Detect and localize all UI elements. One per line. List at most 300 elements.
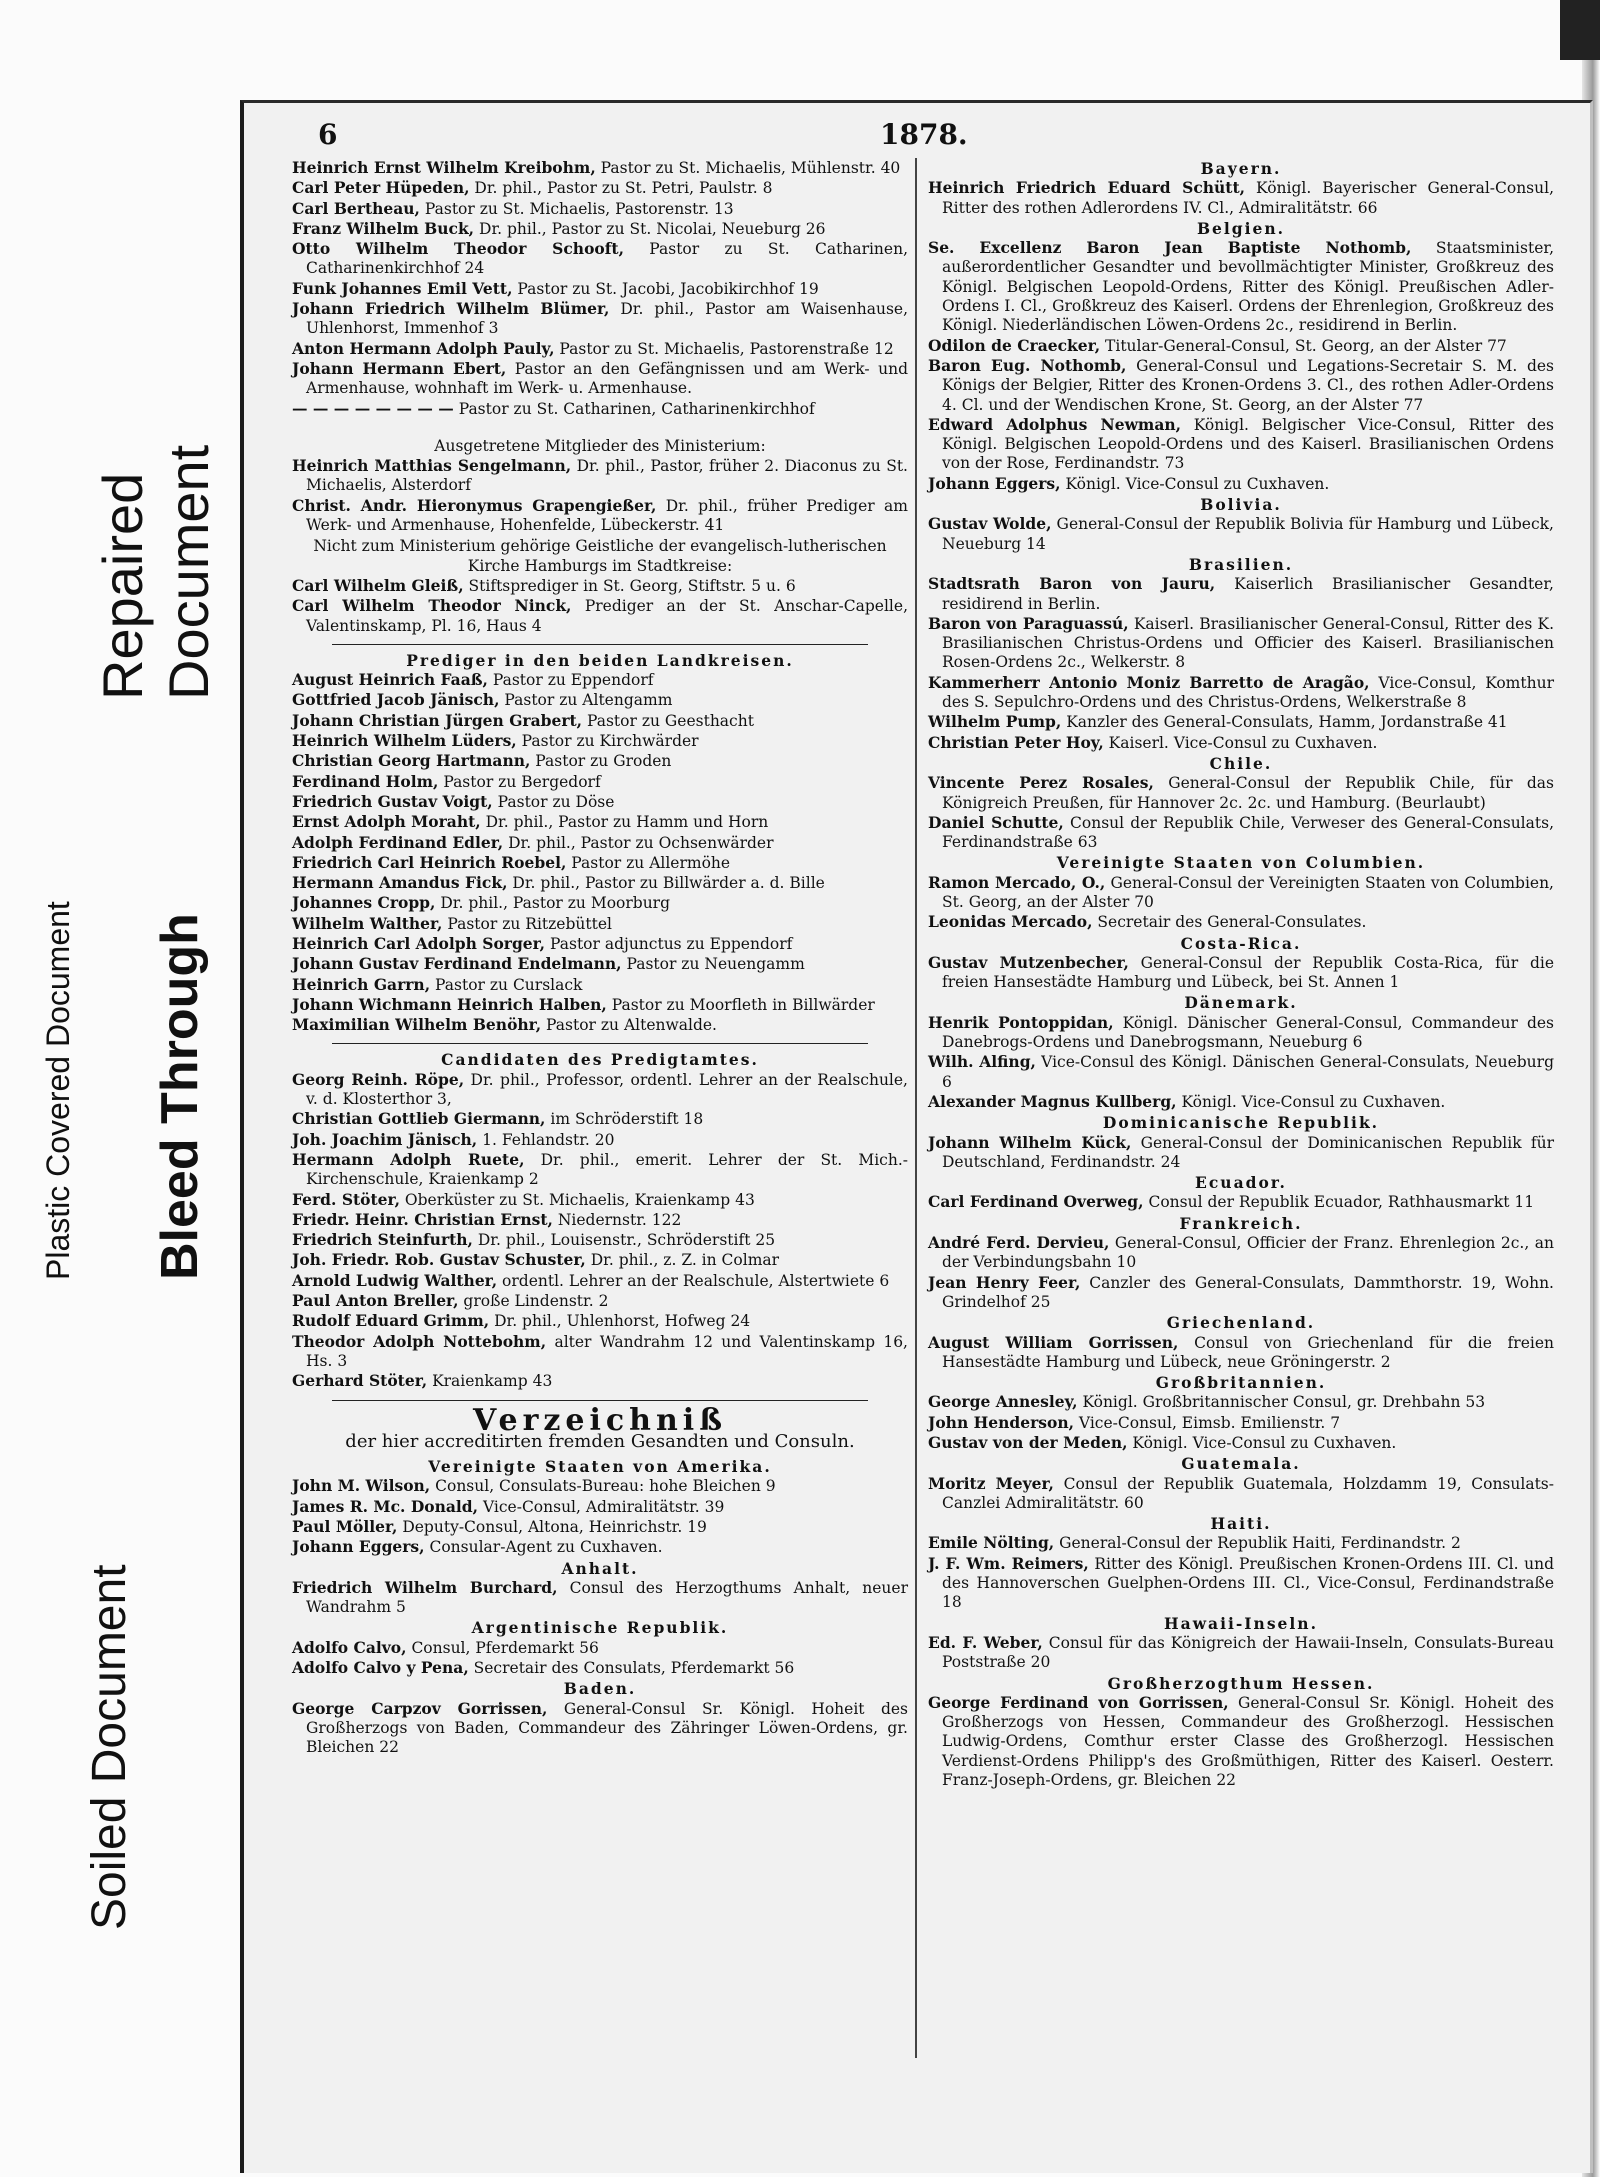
entry-details: 1. Fehlandstr. 20 <box>477 1130 615 1149</box>
entry-details: Stiftsprediger in St. Georg, Stiftstr. 5 u. 6 <box>463 576 796 595</box>
entry-name: Ernst Adolph Moraht, <box>292 812 481 832</box>
register-subtitle: der hier accreditirten fremden Gesandten und Consuln. <box>345 1430 855 1452</box>
entry-name: Johann Wichmann Heinrich Halben, <box>292 994 607 1014</box>
label-repaired-line2: Document <box>157 444 220 700</box>
directory-entry <box>928 1433 1554 1453</box>
page-number: 6 <box>318 118 338 151</box>
directory-entry <box>292 219 908 239</box>
directory-entry <box>292 792 908 812</box>
entry-details: Pastor zu St. Michaelis, Mühlenstr. 40 <box>595 159 901 177</box>
usa-list <box>292 1476 908 1557</box>
divider-rule <box>332 1400 868 1401</box>
entry-details: General-Consul und Legations-Secretair S. M. des Königs der Belgier, Ritter des Kronen-Ordens 3. Cl., des rothen Adler-Ordens 4. Cl. und der Wendischen Krone, St. Georg, an der Alster 77 <box>942 356 1554 414</box>
directory-entry <box>292 812 908 832</box>
entry-name: Ferdinand Holm, <box>292 771 439 791</box>
entry-details: Pastor zu Groden <box>530 752 672 771</box>
entry-name: Carl Ferdinand Overweg, <box>928 1192 1144 1212</box>
directory-entry <box>292 670 908 690</box>
entry-name: Otto Wilhelm Theodor Schooft, <box>292 239 624 259</box>
directory-entry <box>292 954 908 974</box>
entry-name: Hermann Amandus Fick, <box>292 873 508 893</box>
entry-name: Carl Wilhelm Theodor Ninck, <box>292 596 572 616</box>
directory-entry <box>292 576 908 596</box>
directory-entry <box>928 773 1554 813</box>
label-repaired-document <box>90 445 222 700</box>
directory-entry <box>292 1658 908 1678</box>
retired-heading: Ausgetretene Mitglieder des Ministerium: <box>434 436 766 455</box>
columbia-list <box>928 873 1554 933</box>
entry-name: John M. Wilson, <box>292 1476 431 1496</box>
entry-details: General-Consul Sr. Königl. Hoheit des Großherzogs von Baden, Commandeur des Zähringer Löwen-Ordens, gr. Bleichen 22 <box>306 1699 908 1757</box>
entry-details: Consul, Pferdemarkt 56 <box>406 1638 599 1657</box>
entry-name: Rudolf Eduard Grimm, <box>292 1311 490 1331</box>
guatemala-heading: Guatemala. <box>1181 1454 1301 1474</box>
entry-name: Johann Christian Jürgen Grabert, <box>292 710 583 730</box>
ecuador-list <box>928 1192 1554 1212</box>
right-column <box>928 158 1554 1790</box>
entry-details: Consul des Herzogthums Anhalt, neuer Wandrahm 5 <box>306 1578 908 1617</box>
directory-entry <box>292 1150 908 1190</box>
entry-details: General-Consul der Republik Chile, für das Königreich Preußen, für Hannover 2c. 2c. und Hamburg. (Beurlaubt) <box>942 774 1554 812</box>
entry-details: Vice-Consul, Admiralitätstr. 39 <box>478 1497 725 1516</box>
entry-name: Friedrich Wilhelm Burchard, <box>292 1577 558 1597</box>
column-divider <box>915 158 917 2058</box>
entry-name: Carl Bertheau, <box>292 198 420 218</box>
entry-details: Dr. phil., Uhlenhorst, Hofweg 24 <box>489 1312 751 1331</box>
directory-entry <box>292 914 908 934</box>
directory-entry <box>928 474 1554 494</box>
entry-name: George Annesley, <box>928 1392 1078 1412</box>
entry-name: Maximilian Wilhelm Benöhr, <box>292 1015 542 1035</box>
directory-entry <box>292 1190 908 1210</box>
directory-entry <box>928 1133 1554 1173</box>
label-plastic-covered: Plastic Covered Document <box>40 901 76 1280</box>
entry-name: Stadtsrath Baron von Jauru, <box>928 574 1216 594</box>
entry-details: Dr. phil., emerit. Lehrer der St. Mich.-Kirchenschule, Kraienkamp 2 <box>306 1150 908 1189</box>
entry-details: Pastor zu Altengamm <box>499 691 673 710</box>
directory-entry <box>292 199 908 219</box>
entry-details: Consul für das Königreich der Hawaii-Inseln, Consulats-Bureau Poststraße 20 <box>942 1633 1554 1672</box>
costarica-heading: Costa-Rica. <box>1180 933 1302 953</box>
bolivia-list <box>928 514 1554 554</box>
argentina-heading: Argentinische Republik. <box>471 1618 729 1638</box>
directory-entry <box>928 712 1554 732</box>
entry-details: Pastor zu Eppendorf <box>487 671 654 690</box>
entry-details: Titular-General-Consul, St. Georg, an der Alster 77 <box>1100 336 1507 355</box>
entry-details: Dr. phil., früher Prediger am Werk- und Armenhause, Hohenfelde, Lübeckerstr. 41 <box>306 496 908 535</box>
entry-name: Jean Henry Feer, <box>928 1272 1081 1292</box>
entry-details: General-Consul Sr. Königl. Hoheit des Großherzogs von Hessen, Commandeur des Großherzogl. Hessischen Ludwig-Ordens, Comthur erster Classe des Großherzogl. Hessischen Verdienst-Ordens Philipp's des Großmüthigen, Ritter des Kaiserl. Oesterr. Franz-Joseph-Ordens, gr. Bleichen 22 <box>942 1693 1554 1790</box>
entry-details: Pastor zu Döse <box>492 792 615 811</box>
entry-details: General-Consul der Vereinigten Staaten von Columbien, St. Georg, an der Alster 70 <box>942 873 1554 911</box>
entry-name: Johann Eggers, <box>292 1537 425 1557</box>
directory-entry <box>928 673 1554 713</box>
entry-name: J. F. Wm. Reimers, <box>928 1553 1089 1573</box>
entry-details: Consul, Consulats-Bureau: hohe Bleichen 9 <box>430 1477 776 1496</box>
entry-name: Gustav Mutzenbecher, <box>928 952 1129 972</box>
guatemala-list <box>928 1474 1554 1514</box>
directory-entry <box>928 614 1554 673</box>
entry-details: Königl. Großbritannischer Consul, gr. Drehbahn 53 <box>1077 1393 1486 1412</box>
entry-name: Edward Adolphus Newman, <box>928 414 1182 434</box>
chile-heading: Chile. <box>1209 753 1273 773</box>
entry-name: Friedrich Gustav Voigt, <box>292 791 493 811</box>
directory-entry <box>292 1497 908 1517</box>
directory-entry <box>292 1070 908 1110</box>
directory-entry <box>292 1699 908 1758</box>
entry-name: Joh. Friedr. Rob. Gustav Schuster, <box>292 1250 586 1270</box>
directory-entry <box>292 975 908 995</box>
entry-details: General-Consul der Republik Costa-Rica, für die freien Hansestädte Hamburg und Lübeck, bei St. Annen 1 <box>942 953 1554 992</box>
entry-details: Consular-Agent zu Cuxhaven. <box>424 1538 663 1557</box>
entry-name: Odilon de Craecker, <box>928 335 1101 355</box>
chile-list <box>928 773 1554 852</box>
entry-name: Vincente Perez Rosales, <box>928 773 1154 793</box>
directory-entry <box>292 1517 908 1537</box>
directory-entry <box>292 1015 908 1035</box>
entry-name: Johann Eggers, <box>928 473 1061 493</box>
entry-details: große Lindenstr. 2 <box>458 1292 609 1311</box>
register-title: Verzeichniß <box>472 1402 727 1438</box>
entry-details: ordentl. Lehrer an der Realschule, Alstertwiete 6 <box>497 1271 890 1290</box>
entry-name: — — — — — — — — <box>292 398 454 418</box>
entry-details: Dr. phil., Pastor zu St. Petri, Paulstr. 8 <box>469 179 773 198</box>
divider-rule <box>332 1043 868 1044</box>
entry-name: Christ. Andr. Hieronymus Grapengießer, <box>292 495 657 515</box>
directory-entry <box>292 496 908 536</box>
anhalt-heading: Anhalt. <box>561 1558 639 1578</box>
entry-details: Pastor zu Curslack <box>430 975 583 994</box>
directory-entry <box>292 1109 908 1129</box>
costarica-list <box>928 953 1554 993</box>
directory-entry <box>928 415 1554 474</box>
hawaii-list <box>928 1633 1554 1673</box>
entry-name: Alexander Magnus Kullberg, <box>928 1091 1177 1111</box>
directory-entry <box>928 1474 1554 1514</box>
entry-name: August William Gorrissen, <box>928 1332 1179 1352</box>
entry-details: Deputy-Consul, Altona, Heinrichstr. 19 <box>397 1518 707 1536</box>
directory-entry <box>928 813 1554 853</box>
directory-entry <box>928 574 1554 614</box>
entry-name: Joh. Joachim Jänisch, <box>292 1129 478 1149</box>
entry-name: Adolph Ferdinand Edler, <box>292 832 504 852</box>
entry-details: Pastor zu St. Catharinen, Catharinenkirchhof 24 <box>306 240 909 278</box>
entry-name: Baron von Paraguassú, <box>928 613 1129 633</box>
belgien-list <box>928 238 1554 494</box>
entry-name: André Ferd. Dervieu, <box>928 1233 1110 1253</box>
entry-name: Paul Möller, <box>292 1517 398 1536</box>
candidates-heading: Candidaten des Predigtamtes. <box>441 1050 759 1070</box>
directory-entry <box>292 1210 908 1230</box>
domrep-heading: Dominicanische Republik. <box>1102 1113 1380 1133</box>
directory-entry <box>292 1332 908 1372</box>
entry-details: Consul von Griechenland für die freien Hansestädte Hamburg und Lübeck, neue Gröningerstr. 2 <box>942 1333 1554 1371</box>
entry-name: Friedrich Steinfurth, <box>292 1230 473 1250</box>
entry-details: Oberküster zu St. Michaelis, Kraienkamp 43 <box>399 1190 755 1209</box>
entry-details: Pastor zu Allermöhe <box>566 853 731 872</box>
entry-name: Adolfo Calvo, <box>292 1637 407 1657</box>
entry-details: Königl. Vice-Consul zu Cuxhaven. <box>1060 474 1330 493</box>
bayern-heading: Bayern. <box>1200 159 1282 178</box>
directory-entry <box>292 934 908 954</box>
entry-name: Wilhelm Walther, <box>292 913 443 933</box>
retired-list <box>292 456 908 535</box>
entry-details: Pastor zu St. Michaelis, Pastorenstraße 12 <box>554 339 894 358</box>
daenemark-heading: Dänemark. <box>1184 993 1298 1013</box>
entry-details: Canzler des General-Consulats, Dammthorstr. 19, Wohn. Grindelhof 25 <box>942 1273 1554 1311</box>
directory-entry <box>928 1273 1554 1313</box>
directory-entry <box>292 456 908 496</box>
entry-name: Funk Johannes Emil Vett, <box>292 278 513 298</box>
directory-entry <box>292 158 908 178</box>
entry-name: Ramon Mercado, O., <box>928 872 1106 892</box>
non-ministry-list <box>292 576 908 636</box>
entry-details: Dr. phil., Pastor zu Billwärder a. d. Bille <box>507 874 825 893</box>
directory-entry <box>928 514 1554 554</box>
ecuador-heading: Ecuador. <box>1195 1173 1287 1193</box>
entry-details: Dr. phil., Pastor zu Hamm und Horn <box>480 813 769 832</box>
baden-heading: Baden. <box>563 1679 637 1699</box>
entry-details: Pastor zu Geesthacht <box>582 711 754 730</box>
rural-heading: Prediger in den beiden Landkreisen. <box>406 650 794 670</box>
directory-entry <box>292 833 908 853</box>
directory-entry <box>292 178 908 198</box>
directory-entry <box>928 238 1554 335</box>
directory-entry <box>928 356 1554 415</box>
directory-entry <box>928 1192 1554 1212</box>
directory-entry <box>292 995 908 1015</box>
baden-list <box>292 1699 908 1758</box>
entry-name: Hermann Adolph Ruete, <box>292 1149 525 1169</box>
entry-details: Kanzler des General-Consulats, Hamm, Jordanstraße 41 <box>1061 713 1508 732</box>
directory-entry <box>928 1413 1554 1433</box>
entry-details: Secretair des General-Consulates. <box>1092 913 1367 932</box>
directory-entry <box>292 1291 908 1311</box>
directory-entry <box>292 359 908 399</box>
page-year: 1878. <box>880 118 968 151</box>
directory-entry <box>928 178 1554 218</box>
directory-entry <box>292 279 908 299</box>
entry-details: Kaiserlich Brasilianischer Gesandter, residirend in Berlin. <box>942 575 1554 613</box>
candidates-list <box>292 1070 908 1392</box>
entry-details: Pastor zu St. Michaelis, Pastorenstr. 13 <box>419 199 734 218</box>
entry-name: Daniel Schutte, <box>928 812 1064 832</box>
usa-heading: Vereinigte Staaten von Amerika. <box>428 1457 772 1477</box>
entry-details: Dr. phil., Pastor zu Moorburg <box>435 894 671 913</box>
directory-entry <box>292 1230 908 1250</box>
brasilien-heading: Brasilien. <box>1188 554 1294 574</box>
entry-details: Königl. Bayerischer General-Consul, Ritter des rothen Adlerordens IV. Cl., Admiralitätstr. 66 <box>942 179 1555 217</box>
entry-name: George Carpzov Gorrissen, <box>292 1698 548 1718</box>
entry-name: Adolfo Calvo y Pena, <box>292 1658 469 1678</box>
entry-details: Pastor zu Bergedorf <box>438 772 601 791</box>
entry-details: Dr. phil., Pastor am Waisenhause, Uhlenhorst, Immenhof 3 <box>306 300 909 338</box>
entry-name: Ferd. Stöter, <box>292 1189 400 1209</box>
entry-name: Henrik Pontoppidan, <box>928 1012 1114 1032</box>
entry-name: Heinrich Matthias Sengelmann, <box>292 456 572 476</box>
directory-entry <box>928 1392 1554 1412</box>
entry-details: Dr. phil., z. Z. in Colmar <box>585 1251 780 1270</box>
entry-name: Christian Georg Hartmann, <box>292 751 531 771</box>
entry-details: Consul der Republik Chile, Verweser des General-Consulats, Ferdinandstraße 63 <box>942 813 1554 852</box>
entry-details: Vice-Consul des Königl. Dänischen General-Consulats, Neueburg 6 <box>942 1053 1555 1091</box>
directory-entry <box>928 1693 1554 1790</box>
directory-entry <box>292 853 908 873</box>
divider-rule <box>332 644 868 645</box>
entry-name: Franz Wilhelm Buck, <box>292 218 475 238</box>
entry-name: Carl Wilhelm Gleiß, <box>292 575 464 595</box>
entry-details: Pastor adjunctus zu Eppendorf <box>545 934 793 953</box>
entry-name: James R. Mc. Donald, <box>292 1496 479 1516</box>
hessen-heading: Großherzogthum Hessen. <box>1107 1673 1375 1693</box>
entry-details: Dr. phil., Louisenstr., Schröderstift 25 <box>472 1231 776 1250</box>
directory-entry <box>292 1638 908 1658</box>
entry-name: Gustav von der Meden, <box>928 1433 1128 1452</box>
entry-details: im Schröderstift 18 <box>545 1110 704 1129</box>
directory-entry <box>928 1554 1554 1613</box>
directory-entry <box>928 733 1554 753</box>
entry-name: Se. Excellenz Baron Jean Baptiste Nothomb, <box>928 238 1412 258</box>
daenemark-list <box>928 1013 1554 1112</box>
gb-list <box>928 1392 1554 1453</box>
directory-entry <box>292 1476 908 1496</box>
entry-name: Moritz Meyer, <box>928 1473 1054 1493</box>
entry-name: Christian Peter Hoy, <box>928 732 1104 752</box>
bayern-list <box>928 178 1554 218</box>
entry-details: General-Consul, Officier der Franz. Ehrenlegion 2c., an der Verbindungsbahn 10 <box>942 1234 1554 1272</box>
label-repaired-line1: Repaired <box>91 472 154 700</box>
entry-details: Niedernstr. 122 <box>552 1210 682 1229</box>
entry-name: Johannes Cropp, <box>292 893 436 913</box>
directory-entry <box>292 299 908 339</box>
bolivia-heading: Bolivia. <box>1200 495 1282 515</box>
entry-name: Johann Gustav Ferdinand Endelmann, <box>292 954 622 974</box>
brasilien-list <box>928 574 1554 753</box>
directory-entry <box>292 339 908 359</box>
directory-entry <box>292 690 908 710</box>
non-ministry-note: Nicht zum Ministerium gehörige Geistliche der evangelisch-lutherischen Kirche Hamburgs im Stadtkreise: <box>313 537 887 575</box>
domrep-list <box>928 1133 1554 1173</box>
entry-details: Kraienkamp 43 <box>427 1372 553 1391</box>
directory-entry <box>292 772 908 792</box>
entry-name: Gustav Wolde, <box>928 514 1052 534</box>
entry-name: Anton Hermann Adolph Pauly, <box>292 338 555 358</box>
haiti-list <box>928 1533 1554 1612</box>
entry-details: Staatsminister, außerordentlicher Gesandter und bevollmächtigter Minister, Großkreuz des Königl. Belgischen Leopold-Ordens, Ritter des Königl. Preußischen Adler-Ordens I. Cl., Großkreuz des Kaiserl. Ordens der Ehrenlegion, Großkreuz des Königl. Niederländischen Löwen-Ordens 2c., residirend in Berlin. <box>942 239 1555 335</box>
entry-details: Pastor zu Ritzebüttel <box>442 914 612 933</box>
entry-name: Heinrich Carl Adolph Sorger, <box>292 933 546 953</box>
directory-entry <box>928 1233 1554 1273</box>
directory-entry <box>292 731 908 751</box>
entry-details: General-Consul der Republik Bolivia für Hamburg und Lübeck, Neueburg 14 <box>942 515 1554 553</box>
entry-name: Heinrich Friedrich Eduard Schütt, <box>928 178 1246 198</box>
directory-entry <box>292 751 908 771</box>
entry-details: Königl. Dänischer General-Consul, Commandeur des Danebrogs-Ordens und Danebrogsmann, Neueburg 6 <box>942 1013 1554 1052</box>
clergy-list <box>292 158 908 419</box>
directory-entry <box>292 1130 908 1150</box>
directory-entry <box>292 893 908 913</box>
directory-entry <box>292 596 908 636</box>
entry-details: Pastor an den Gefängnissen und am Werk- und Armenhause, wohnhaft im Werk- u. Armenhause. <box>306 359 908 398</box>
directory-entry <box>292 873 908 893</box>
directory-entry <box>292 239 908 279</box>
entry-details: Kaiserl. Brasilianischer General-Consul, Ritter des K. Brasilianischen Christus-Ordens und Officier des Kaiserl. Brasilianischen Rosen-Ordens 2c., Welkerstr. 8 <box>942 614 1554 672</box>
entry-details: Prediger an der St. Anschar-Capelle, Valentinskamp, Pl. 16, Haus 4 <box>306 597 908 635</box>
rural-list <box>292 670 908 1035</box>
gb-heading: Großbritannien. <box>1155 1373 1327 1393</box>
belgien-heading: Belgien. <box>1196 218 1286 238</box>
entry-details: Kaiserl. Vice-Consul zu Cuxhaven. <box>1103 733 1378 752</box>
entry-name: Gerhard Stöter, <box>292 1371 428 1391</box>
argentina-list <box>292 1638 908 1679</box>
entry-name: Ed. F. Weber, <box>928 1632 1043 1652</box>
entry-details: Pastor zu Moorfleth in Billwärder <box>606 995 875 1014</box>
entry-name: Carl Peter Hüpeden, <box>292 178 470 198</box>
entry-name: Georg Reinh. Röpe, <box>292 1069 465 1089</box>
page-header <box>300 118 1560 154</box>
entry-details: Consul der Republik Guatemala, Holzdamm 19, Consulats-Canzlei Admiralitätstr. 60 <box>942 1474 1554 1512</box>
entry-name: Leonidas Mercado, <box>928 912 1093 932</box>
entry-name: August Heinrich Faaß, <box>292 670 488 690</box>
directory-entry <box>292 1537 908 1557</box>
entry-details: Ritter des Königl. Preußischen Kronen-Ordens III. Cl. und des Hannoverschen Guelphen-Ordens III. Cl., Vice-Consul, Ferdinandstraße 18 <box>942 1554 1554 1612</box>
entry-details: Pastor zu St. Catharinen, Catharinenkirchhof <box>453 399 815 418</box>
entry-name: Theodor Adolph Nottebohm, <box>292 1331 547 1351</box>
entry-name: Wilh. Alfing, <box>928 1052 1036 1072</box>
entry-details: Dr. phil., Pastor zu Ochsenwärder <box>503 833 774 852</box>
directory-entry <box>928 1333 1554 1373</box>
columbia-heading: Vereinigte Staaten von Columbien. <box>1056 853 1426 873</box>
directory-entry <box>928 953 1554 993</box>
directory-entry <box>928 1533 1554 1553</box>
scanner-corner <box>1560 0 1600 60</box>
entry-name: Gottfried Jacob Jänisch, <box>292 690 500 710</box>
directory-entry <box>292 1271 908 1291</box>
directory-entry <box>292 1578 908 1618</box>
entry-name: John Henderson, <box>928 1412 1074 1432</box>
directory-entry <box>292 1250 908 1270</box>
directory-entry <box>928 1633 1554 1673</box>
haiti-heading: Haiti. <box>1210 1514 1272 1534</box>
entry-details: Königl. Belgischer Vice-Consul, Ritter des Königl. Belgischen Leopold-Ordens und des Kaiserl. Brasilianischen Ordens von der Rose, Ferdinandstr. 73 <box>942 415 1554 473</box>
entry-details: Dr. phil., Pastor zu St. Nicolai, Neueburg 26 <box>474 219 826 238</box>
hessen-list <box>928 1693 1554 1790</box>
griechenland-list <box>928 1333 1554 1373</box>
entry-details: Vice-Consul, Eimsb. Emilienstr. 7 <box>1073 1413 1341 1432</box>
directory-entry <box>928 912 1554 932</box>
entry-details: Pastor zu Neuengamm <box>621 955 805 974</box>
entry-details: Dr. phil., Professor, ordentl. Lehrer an der Realschule, v. d. Klosterthor 3, <box>306 1070 908 1109</box>
entry-details: Secretair des Consulats, Pferdemarkt 56 <box>468 1659 795 1678</box>
directory-entry <box>928 336 1554 356</box>
entry-details: Königl. Vice-Consul zu Cuxhaven. <box>1127 1434 1397 1452</box>
entry-name: Johann Friedrich Wilhelm Blümer, <box>292 299 610 319</box>
entry-details: General-Consul der Dominicanischen Republik für Deutschland, Ferdinandstr. 24 <box>942 1133 1554 1171</box>
entry-name: Wilhelm Pump, <box>928 712 1062 732</box>
entry-name: Kammerherr Antonio Moniz Barretto de Aragão, <box>928 672 1370 692</box>
directory-entry <box>928 1052 1554 1092</box>
entry-details: Pastor zu Kirchwärder <box>516 732 699 751</box>
entry-name: George Ferdinand von Gorrissen, <box>928 1692 1229 1712</box>
entry-details: General-Consul der Republik Haiti, Ferdinandstr. 2 <box>1054 1534 1461 1553</box>
directory-entry <box>928 1013 1554 1053</box>
entry-details: Pastor zu Altenwalde. <box>541 1016 717 1035</box>
entry-details: Pastor zu St. Jacobi, Jacobikirchhof 19 <box>512 279 819 298</box>
entry-name: Paul Anton Breller, <box>292 1291 459 1311</box>
entry-name: Johann Wilhelm Kück, <box>928 1132 1132 1152</box>
entry-name: Friedr. Heinr. Christian Ernst, <box>292 1209 553 1229</box>
directory-entry <box>928 873 1554 913</box>
